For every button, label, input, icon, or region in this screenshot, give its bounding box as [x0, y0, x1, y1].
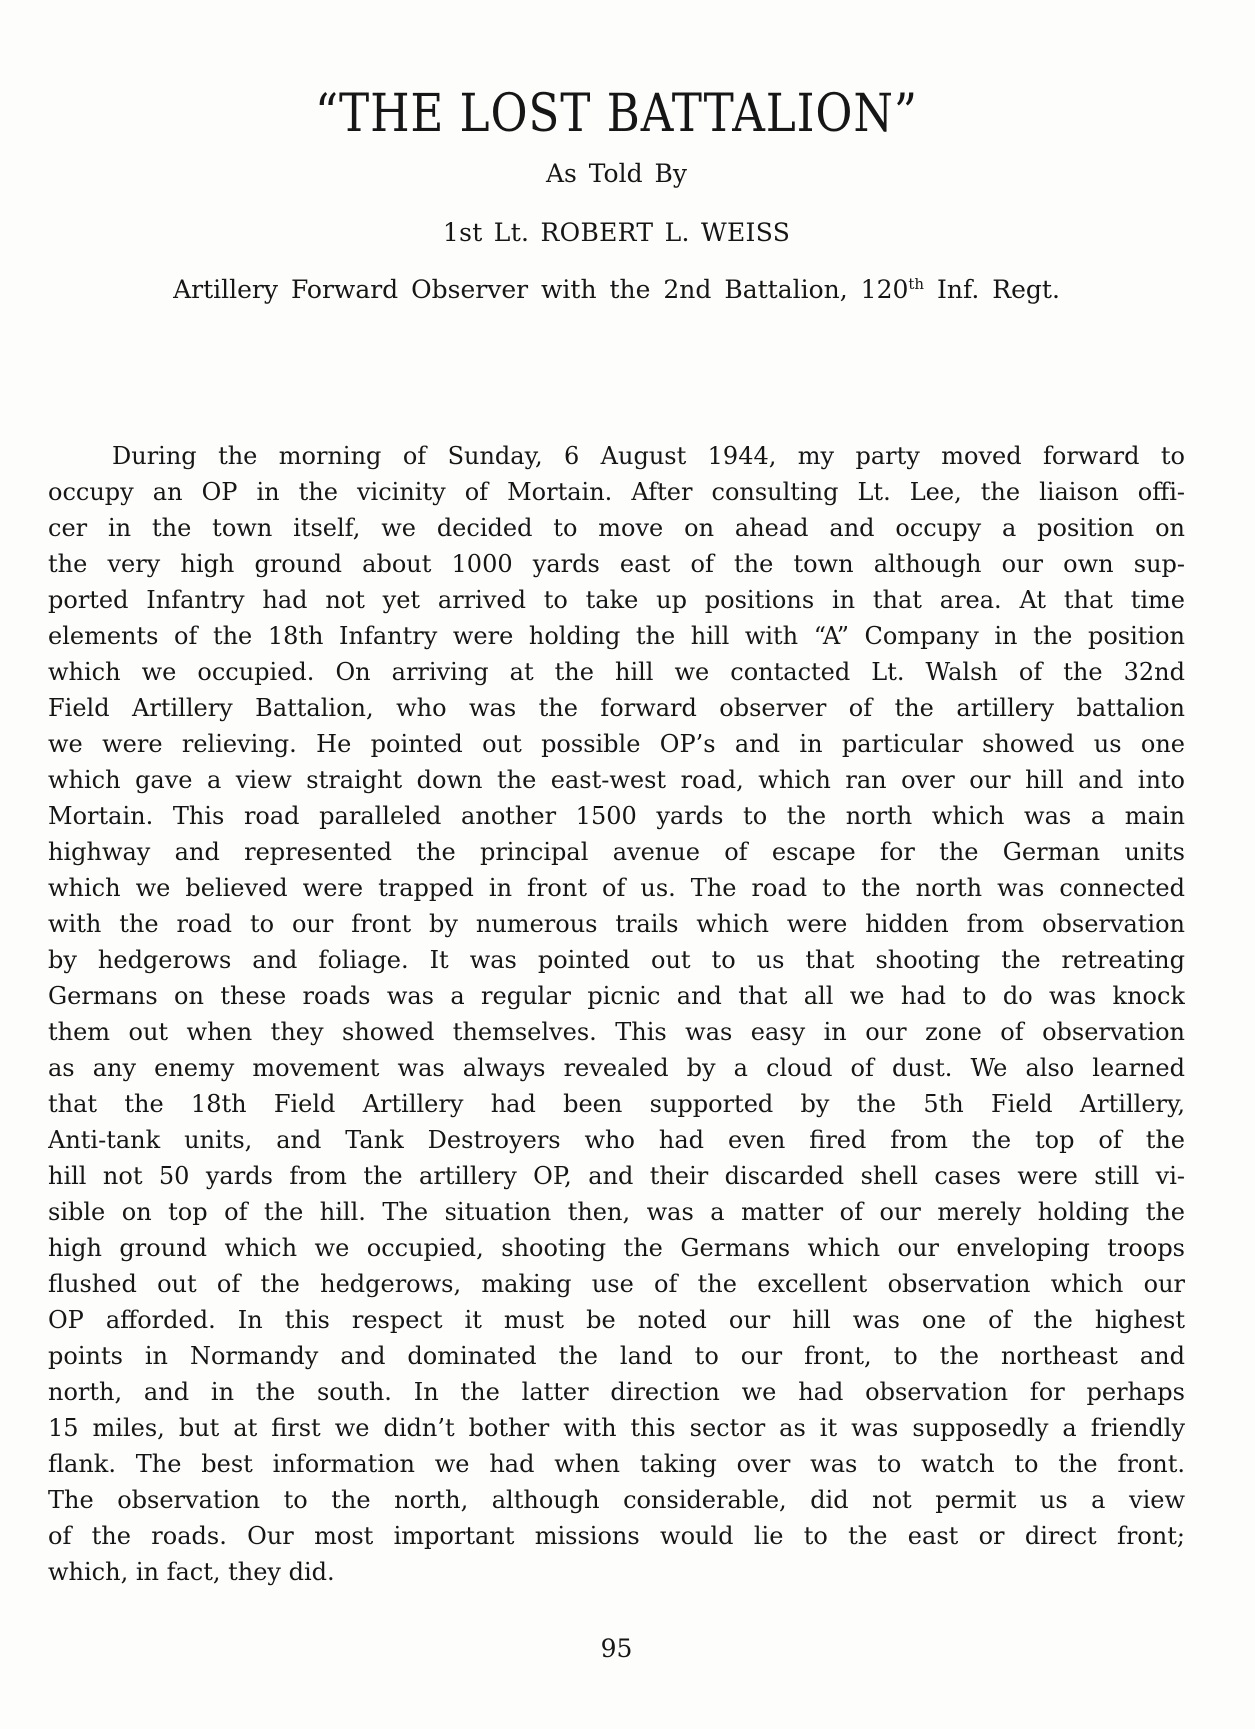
- byline: As Told By: [545, 159, 688, 188]
- page-number: 95: [600, 1634, 633, 1663]
- body-line: flushed out of the hedgerows, making use of the excellent observation which our: [48, 1270, 1185, 1298]
- body-line: as any enemy movement was always revealed by a cloud of dust. We also learned: [48, 1054, 1185, 1082]
- body-line: sible on top of the hill. The situation then, was a matter of our merely holding the: [48, 1198, 1185, 1226]
- page-title-text: “THE LOST BATTALION”: [315, 83, 918, 144]
- body-line: which we occupied. On arriving at the hill we contacted Lt. Walsh of the 32nd: [48, 658, 1185, 686]
- author-name: 1st Lt. ROBERT L. WEISS: [442, 218, 791, 247]
- body-line: which gave a view straight down the east-west road, which ran over our hill and into: [48, 766, 1185, 794]
- body-line: hill not 50 yards from the artillery OP, and their discarded shell cases were still vi-: [48, 1162, 1185, 1190]
- body-line: 15 miles, but at first we didn’t bother with this sector as it was supposedly a friendly: [48, 1414, 1185, 1442]
- body-line: by hedgerows and foliage. It was pointed out to us that shooting the retreating: [48, 946, 1185, 974]
- body-line: ported Infantry had not yet arrived to take up positions in that area. At that time: [48, 586, 1185, 614]
- author-role: [48, 276, 1185, 304]
- body-line: occupy an OP in the vicinity of Mortain. After consulting Lt. Lee, the liaison offi-: [48, 478, 1185, 506]
- body-line: OP afforded. In this respect it must be noted our hill was one of the highest: [48, 1306, 1185, 1334]
- body-line: cer in the town itself, we decided to move on ahead and occupy a position on: [48, 514, 1185, 542]
- body-line: of the roads. Our most important missions would lie to the east or direct front;: [48, 1522, 1185, 1550]
- body-line: Germans on these roads was a regular picnic and that all we had to do was knock: [48, 982, 1185, 1010]
- body-line: north, and in the south. In the latter direction we had observation for perhaps: [48, 1378, 1185, 1406]
- body-line: Mortain. This road paralleled another 1500 yards to the north which was a main: [48, 802, 1185, 830]
- body-line: flank. The best information we had when taking over was to watch to the front.: [48, 1450, 1185, 1478]
- body-line: elements of the 18th Infantry were holding the hill with “A” Company in the position: [48, 622, 1185, 650]
- body-line: which we believed were trapped in front of us. The road to the north was connected: [48, 874, 1185, 902]
- body-paragraph: [48, 438, 1185, 1590]
- body-line: highway and represented the principal avenue of escape for the German units: [48, 838, 1185, 866]
- author-role-text: Artillery Forward Observer with the 2nd Battalion, 120: [173, 275, 909, 304]
- body-line: which, in fact, they did.: [48, 1558, 335, 1586]
- body-line: them out when they showed themselves. This was easy in our zone of observation: [48, 1018, 1185, 1046]
- body-line: During the morning of Sunday, 6 August 1944, my party moved forward to: [112, 442, 1185, 470]
- ordinal-superscript: th: [908, 275, 925, 293]
- body-line: that the 18th Field Artillery had been supported by the 5th Field Artillery,: [48, 1090, 1185, 1118]
- body-line: we were relieving. He pointed out possible OP’s and in particular showed us one: [48, 730, 1185, 758]
- body-line: The observation to the north, although considerable, did not permit us a view: [48, 1486, 1185, 1514]
- body-line: Field Artillery Battalion, who was the forward observer of the artillery battalion: [48, 694, 1185, 722]
- body-line: Anti-tank units, and Tank Destroyers who had even fired from the top of the: [48, 1126, 1185, 1154]
- author-role-text-end: Inf. Regt.: [924, 275, 1060, 304]
- body-line: the very high ground about 1000 yards east of the town although our own sup-: [48, 550, 1185, 578]
- body-line: points in Normandy and dominated the land to our front, to the northeast and: [48, 1342, 1185, 1370]
- page-title: [48, 85, 1185, 143]
- body-line: high ground which we occupied, shooting the Germans which our enveloping troops: [48, 1234, 1185, 1262]
- body-line: with the road to our front by numerous trails which were hidden from observation: [48, 910, 1185, 938]
